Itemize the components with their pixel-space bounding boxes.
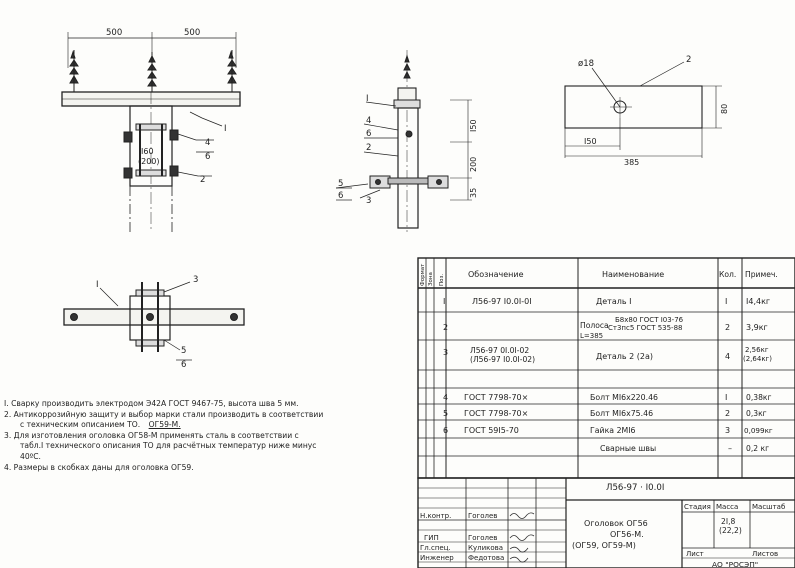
note-4: 4. Размеры в скобках даны для оголовка ОГ59. [4,462,194,472]
col-sheets: Листов [752,550,779,558]
note-3-cont: табл.I технического описания ТО для расчётных температур ниже минус [20,441,317,451]
front-callout-6: 6 [205,152,211,162]
spec-row-4-pos: 4 [443,393,449,402]
spec-row-1-qty: I [725,297,728,306]
spec-row-2-note: 3,9кг [746,323,768,332]
plan-callout-5: 5 [181,346,187,356]
spec-row-3-designation-b: (Л56-97 I0.0I-02) [470,355,536,364]
spec-row-7-note: 0,2 кг [746,444,770,453]
spec-row-3-note-b: (2,64кг) [743,355,772,363]
col-sheet: Лист [686,550,704,558]
spec-row-4-note: 0,38кг [746,393,772,402]
signer-4-name: Федотова [468,554,505,562]
spec-header-designation: Обозначение [468,270,524,279]
spec-row-6-designation: ГОСТ 59I5-70 [464,426,519,435]
mass-a: 2I,8 [721,517,736,526]
note-3-temp: 40ºС. [20,451,41,461]
spec-row-5-name: Болт МI6х75.46 [590,409,654,418]
plan-callout-6: 6 [181,360,187,370]
spec-row-7-name: Сварные швы [600,444,657,453]
spec-row-1-name: Деталь I [596,297,632,306]
side-dim-150: I50 [469,119,478,132]
plan-callout-3: 3 [193,275,199,285]
spec-row-2-name-c: Ст3пс5 ГОСТ 535-88 [608,324,683,332]
spec-row-5-pos: 5 [443,409,449,418]
plan-view [64,282,244,360]
side-callout-3: 3 [366,196,372,206]
signer-2-role: ГИП [424,534,439,542]
spec-row-2-qty: 2 [725,323,731,332]
spec-row-4-name: Болт МI6х220.46 [590,393,659,402]
note-3: 3. Для изготовления оголовка ОГ58-М применять сталь в соответствии с [4,430,299,440]
spec-row-1-note: I4,4кг [746,297,771,306]
side-view [336,50,472,232]
spec-row-6-name: Гайка 2МI6 [590,426,636,435]
technical-notes [4,399,404,473]
signer-3-role: Гл.спец. [420,544,451,552]
signer-1-role: Н.контр. [420,512,452,520]
org-name: АО "РОСЭП" [712,560,759,568]
front-callout-1: I [224,124,227,134]
note-2-cont [4,420,404,431]
note-2-text: с техническим описанием ТО. [20,420,141,430]
spec-row-2-name-d: L=385 [580,332,604,340]
side-callout-1: I [366,94,369,104]
spec-row-3-name: Деталь 2 (2а) [596,352,653,361]
front-size-alt: (200) [138,157,160,166]
side-callout-4: 4 [366,116,372,126]
col-scale: Масштаб [752,503,786,511]
spec-row-5-note: 0,3кг [746,409,767,418]
spec-row-1-designation: Л56-97 I0.0I-0I [472,297,532,306]
spec-side-format: Формат [420,263,426,286]
insulator-right [228,50,236,94]
spec-row-3-designation-a: Л56-97 0I.0I-02 [470,346,530,355]
spec-header-name: Наименование [602,270,665,279]
note-2-ref: ОГ59-М. [148,420,181,430]
spec-side-pos: Поз. [439,273,445,286]
plate-callout-2: 2 [686,55,692,65]
spec-header-note: Примеч. [745,270,778,279]
spec-row-6-pos: 6 [443,426,449,435]
side-callout-5: 5 [338,179,344,189]
col-mass: Масса [716,503,739,511]
spec-row-2-name-b: Б8х80 ГОСТ I03-76 [615,316,684,324]
front-view [62,32,240,232]
spec-row-6-qty: 3 [725,426,731,435]
signer-3-name: Куликова [468,544,504,552]
side-dim-200: 200 [469,156,478,172]
plate-hole-label: ø18 [578,59,595,69]
signer-2-name: Гоголев [468,534,498,542]
front-callout-2: 2 [200,175,206,185]
side-dim-35: 35 [469,187,478,198]
spec-row-6-note: 0,099кг [744,426,773,435]
spec-row-7-qty: – [728,444,732,453]
spec-row-3-note-a: 2,56кг [745,346,769,354]
signer-1-name: Гоголев [468,512,498,520]
title-line-c: (ОГ59, ОГ59-М) [572,541,636,550]
spec-row-2-name-a: Полоса [580,321,609,330]
title-line-a: Оголовок ОГ56 [584,519,648,528]
spec-row-4-designation: ГОСТ 7798-70× [464,393,529,402]
spec-row-4-qty: I [725,393,728,402]
front-callout-4: 4 [205,138,211,148]
mass-b: (22,2) [719,526,742,535]
spec-row-1-pos: I [443,297,446,306]
insulator-center [148,52,156,94]
spec-row-2-pos: 2 [443,323,449,332]
spec-row-3-qty: 4 [725,352,731,361]
spec-header-qty: Кол. [719,270,737,279]
note-2: 2. Антикоррозийную защиту и выбор марки стали производить в соответствии [4,409,324,419]
side-callout-6: 6 [366,129,372,139]
spec-row-3-pos: 3 [443,348,449,357]
plate-dim-80: 80 [720,103,729,114]
spec-row-5-designation: ГОСТ 7798-70× [464,409,529,418]
col-stage: Стадия [684,503,711,511]
front-size-main: I60 [141,147,154,156]
plan-callout-1: I [96,280,99,290]
spec-side-zone: Зона [428,272,434,286]
spec-row-5-qty: 2 [725,409,731,418]
plate-dim-150: I50 [584,137,597,146]
side-callout-6b: 6 [338,191,344,201]
title-line-b: ОГ56-М. [610,530,644,539]
signer-4-role: Инженер [420,554,454,562]
front-dim-right: 500 [184,28,201,38]
doc-number: Л56-97 · I0.0I [606,483,665,493]
side-callout-2: 2 [366,143,372,153]
insulator-left [70,50,78,94]
plate-dim-385: 385 [624,158,640,167]
note-1: I. Сварку производить электродом Э42А ГОСТ 9467-75, высота шва 5 мм. [4,399,299,408]
front-dim-left: 500 [106,28,123,38]
